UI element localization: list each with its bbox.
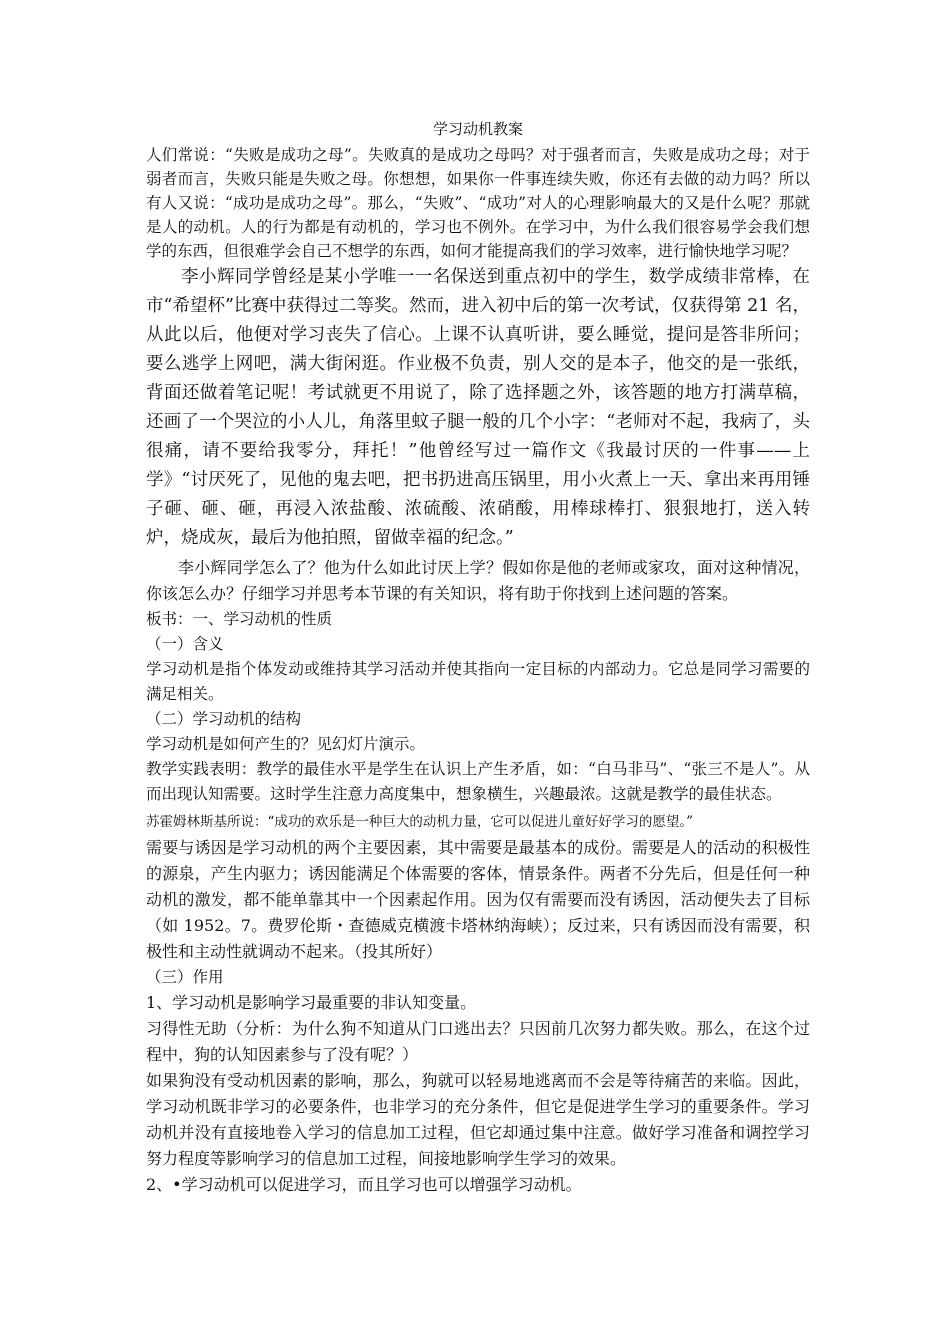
point-two: 2、•学习动机可以促进学习，而且学习也可以增强学习动机。 [146,1175,582,1194]
definition-paragraph: 学习动机是指个体发动或维持其学习活动并使其指向一定目标的内部动力。它总是同学习需要的满足相关。 [146,660,810,703]
dog-paragraph: 如果狗没有受动机因素的影响，那么，狗就可以轻易地逃离而不会是等待痛苦的来临。因此，学习动机既非学习的必要条件，也非学习的充分条件，但它是促进学生学习的重要条件。学习动机并没有直接地卷入学习的信息加工过程，但它却通过集中注意。做好学习准备和调控学习努力程度等影响学习的信息加工过程，间接地影响学生学习的效果。 [146,1071,810,1168]
structure-question: 学习动机是如何产生的？见幻灯片演示。 [146,735,426,753]
section-heading-structure: （二）学习动机的结构 [146,710,302,728]
practice-paragraph: 教学实践表明：教学的最佳水平是学生在认识上产生矛盾，如：“白马非马”、“张三不是人”。从而出现认知需要。这时学生注意力高度集中，想象横生，兴趣最浓。这就是教学的最佳状态。 [146,760,810,803]
section-heading-function: （三）作用 [146,968,224,986]
document-page [146,118,810,1198]
helplessness-paragraph: 习得性无助（分析：为什么狗不知道从门口逃出去？只因前几次努力都失败。那么，在这个过程中，狗的认知因素参与了没有呢？） [146,1019,810,1064]
section-heading-meaning: （一）含义 [146,635,224,653]
document-title: 学习动机教案 [432,120,523,138]
needs-paragraph: 需要与诱因是学习动机的两个主要因素，其中需要是最基本的成份。需要是人的活动的积极性的源泉，产生内驱力；诱因能满足个体需要的客体，情景条件。两者不分先后，但是任何一种动机的激发，都不能单靠其中一个因素起作用。因为仅有需要而没有诱因，活动便失去了目标（如 1952。7。费罗伦斯・查德威克横渡卡塔林纳海峡）；反过来，只有诱因而没有需要，积极性和主动性就调动不起来。（投其所好） [146,838,810,961]
quote-paragraph: 苏霍姆林斯基所说：“成功的欢乐是一种巨大的动机力量，它可以促进儿童好好学习的愿望。” [146,814,694,830]
point-one: 1、学习动机是影响学习最重要的非认知变量。 [146,993,477,1012]
question-paragraph: 李小辉同学怎么了？他为什么如此讨厌上学？假如你是他的老师或家攻，面对这种情况，你该怎么办？仔细学习并思考本节课的有关知识，将有助于你找到上述问题的答案。 [146,558,810,603]
intro-paragraph: 人们常说：“失败是成功之母”。失败真的是成功之母吗？对于强者而言，失败是成功之母；对于弱者而言，失败只能是失败之母。你想想，如果你一件事连续失败，你还有去做的动力吗？所以有人又说：“成功是成功之母”。那么，“失败”、“成功”对人的心理影响最大的又是什么呢？那就是人的动机。人的行为都是有动机的，学习也不例外。在学习中，为什么我们很容易学会我们想学的东西，但很难学会自己不想学的东西，如何才能提高我们的学习效率，进行愉快地学习呢？ [146,146,810,260]
story-paragraph: 李小辉同学曾经是某小学唯一一名保送到重点初中的学生，数学成绩非常棒，在市“希望杯”比赛中获得过二等奖。然而，进入初中后的第一次考试，仅获得第 21 名，从此以后，他便对学习丧失了信心。上课不认真听讲，要么睡觉，提问是答非所问；要么逃学上网吧，满大街闲逛。作业极不负责，别人交的是本子，他交的是一张纸，背面还做着笔记呢！考试就更不用说了，除了选择题之外，该答题的地方打满草稿，还画了一个哭泣的小人儿，角落里蚊子腿一般的几个小字：“老师对不起，我病了，头很痛，请不要给我零分，拜托！”他曾经写过一篇作文《我最讨厌的一件事——上学》“讨厌死了，见他的鬼去吧，把书扔进高压锅里，用小火煮上一天、拿出来再用锤子砸、砸、砸，再浸入浓盐酸、浓硫酸、浓硝酸，用棒球棒打、狠狠地打，送入转炉，烧成灰，最后为他拍照，留做幸福的纪念。” [146,267,810,548]
board-heading: 板书：一、学习动机的性质 [146,610,333,628]
